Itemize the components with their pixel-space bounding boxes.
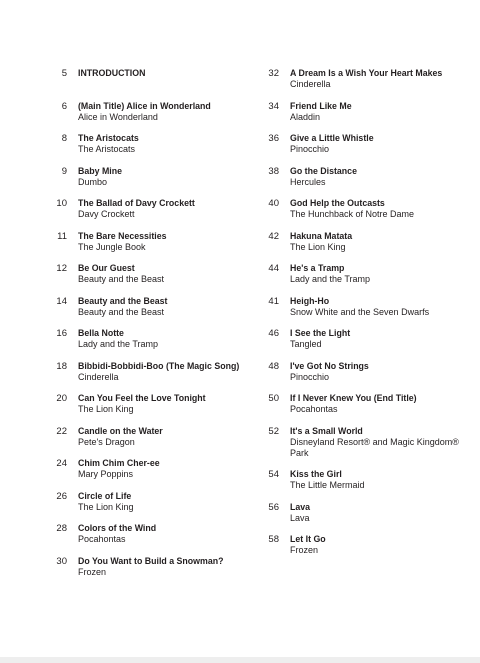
song-title: It's a Small World (290, 425, 363, 436)
song-title: Hakuna Matata (290, 230, 353, 241)
toc-entry[interactable] (40, 166, 245, 199)
toc-page-number: 41 (268, 295, 279, 307)
toc-entry-text (78, 263, 164, 285)
film-title: Pinocchio (290, 144, 330, 154)
song-title: Colors of the Wind (78, 523, 157, 533)
film-title: The Little Mermaid (290, 480, 365, 490)
film-title: Pocahontas (290, 404, 338, 414)
song-title: Bella Notte (78, 328, 124, 338)
song-title: He's a Tramp (290, 263, 345, 273)
toc-page-number: 18 (56, 360, 67, 372)
toc-page-number: 12 (56, 263, 67, 274)
toc-entry-text (78, 68, 145, 79)
toc-page-number: 11 (57, 230, 67, 242)
film-title: Lava (290, 512, 310, 523)
song-title: Bibbidi-Bobbidi-Boo (The Magic Song) (78, 360, 240, 371)
toc-entry[interactable] (40, 133, 245, 166)
film-title: Disneyland Resort® and Magic Kingdom® Park (290, 436, 459, 458)
toc-entry-text (290, 263, 370, 285)
song-title: Heigh-Ho (290, 295, 330, 306)
film-title: Lady and the Tramp (78, 339, 159, 349)
toc-entry-text (78, 296, 167, 318)
toc-entry[interactable] (252, 328, 477, 350)
toc-page-number: 48 (268, 360, 279, 372)
film-title: Pinocchio (290, 371, 330, 382)
toc-entry-text (290, 361, 369, 383)
toc-page-number: 50 (268, 393, 279, 404)
toc-entry[interactable] (252, 166, 477, 188)
toc-page-number: 20 (56, 393, 67, 404)
toc-page-number: 16 (56, 328, 67, 339)
film-title: Hercules (290, 176, 326, 187)
toc-entry[interactable] (40, 328, 245, 361)
page-bottom-edge (0, 657, 480, 663)
toc-entry[interactable] (40, 296, 245, 329)
song-title: Do You Want to Build a Snowman? (78, 555, 224, 566)
film-title: Beauty and the Beast (78, 306, 165, 317)
film-title: Pete's Dragon (78, 436, 135, 447)
song-title: I See the Light (290, 328, 351, 338)
toc-entry[interactable] (252, 263, 477, 285)
film-title: Beauty and the Beast (78, 274, 165, 284)
toc-entry[interactable] (40, 68, 245, 101)
toc-page-number: 24 (56, 458, 67, 469)
toc-entry-text (290, 231, 352, 253)
film-title: The Jungle Book (78, 241, 146, 252)
toc-entry-text (78, 458, 160, 480)
song-title: Candle on the Water (78, 425, 163, 436)
film-title: Dumbo (78, 176, 108, 187)
toc-page-number: 44 (268, 263, 279, 274)
song-title: Chim Chim Cher-ee (78, 458, 160, 468)
song-title: The Aristocats (78, 133, 139, 143)
toc-page-number: 40 (268, 198, 279, 209)
toc-entry[interactable] (252, 133, 477, 155)
toc-entry[interactable] (252, 101, 477, 123)
toc-entry[interactable] (40, 458, 245, 491)
toc-entry-text (78, 426, 163, 448)
toc-page-number: 32 (268, 68, 279, 79)
toc-entry-text (290, 166, 357, 188)
song-title: Give a Little Whistle (290, 133, 374, 143)
toc-entry-text (78, 491, 134, 513)
song-title: (Main Title) Alice in Wonderland (78, 100, 211, 111)
toc-entry-text (78, 328, 158, 350)
toc-entry-text (78, 556, 223, 578)
film-title: Pocahontas (78, 534, 126, 544)
toc-entry[interactable] (252, 231, 477, 253)
toc-entry[interactable] (40, 101, 245, 134)
toc-entry-text (290, 68, 442, 90)
toc-page-number: 28 (56, 523, 67, 534)
toc-entry[interactable] (252, 296, 477, 318)
film-title: Davy Crockett (78, 209, 135, 219)
song-title: Kiss the Girl (290, 469, 342, 479)
toc-page-number: 54 (268, 469, 279, 480)
toc-page-number: 22 (56, 425, 67, 437)
toc-entry-text (290, 101, 352, 123)
song-title: Baby Mine (78, 165, 122, 176)
film-title: The Lion King (78, 404, 134, 414)
toc-entry[interactable] (252, 361, 477, 383)
toc-entry[interactable] (252, 534, 477, 556)
toc-page-number: 26 (56, 490, 67, 502)
song-title: If I Never Knew You (End Title) (290, 393, 417, 403)
toc-page-number: 10 (56, 198, 67, 209)
film-title: Mary Poppins (78, 469, 134, 479)
song-title: Go the Distance (290, 165, 357, 176)
song-title: Can You Feel the Love Tonight (78, 393, 206, 403)
song-title: I've Got No Strings (290, 360, 369, 371)
toc-entry[interactable] (40, 361, 245, 394)
film-title: The Lion King (78, 501, 134, 512)
toc-entry-text (78, 166, 122, 188)
film-title: The Hunchback of Notre Dame (290, 209, 415, 219)
toc-right-column (252, 68, 477, 567)
song-title: Beauty and the Beast (78, 295, 168, 306)
song-title: INTRODUCTION (78, 68, 146, 78)
song-title: Lava (290, 501, 311, 512)
toc-entry-text (290, 328, 350, 350)
toc-page-number: 30 (56, 555, 67, 567)
song-title: Circle of Life (78, 490, 132, 501)
toc-entry-text (290, 469, 365, 491)
toc-entry-text (78, 101, 211, 123)
song-title: The Bare Necessities (78, 230, 167, 241)
film-title: Lady and the Tramp (290, 274, 371, 284)
film-title: Frozen (290, 545, 319, 555)
toc-entry[interactable] (252, 426, 477, 459)
toc-entry[interactable] (252, 68, 477, 90)
toc-left-column (40, 68, 245, 588)
song-title: Be Our Guest (78, 263, 135, 273)
film-title: Snow White and the Seven Dwarfs (290, 306, 430, 317)
film-title: Cinderella (290, 79, 331, 89)
toc-entry[interactable] (40, 231, 245, 264)
toc-entry-text (290, 426, 477, 459)
toc-entry-text (290, 133, 374, 155)
toc-page-number: 42 (268, 230, 279, 242)
toc-entry-text (78, 198, 195, 220)
toc-page-number: 5 (61, 68, 67, 79)
toc-page-number: 9 (61, 165, 67, 177)
song-title: A Dream Is a Wish Your Heart Makes (290, 68, 443, 78)
toc-page-number: 6 (61, 100, 67, 112)
toc-entry-text (290, 393, 417, 415)
toc-entry[interactable] (40, 393, 245, 426)
toc-entry[interactable] (40, 263, 245, 296)
toc-entry-text (290, 296, 429, 318)
toc-page-number: 46 (268, 328, 279, 339)
toc-entry-text (290, 502, 310, 524)
toc-entry[interactable] (40, 426, 245, 459)
film-title: Tangled (290, 339, 322, 349)
toc-entry[interactable] (40, 523, 245, 556)
film-title: The Aristocats (78, 144, 136, 154)
toc-page-number: 38 (268, 165, 279, 177)
song-title: The Ballad of Davy Crockett (78, 198, 195, 208)
film-title: The Lion King (290, 241, 346, 252)
toc-entry[interactable] (252, 469, 477, 491)
toc-page-number: 36 (268, 133, 279, 144)
song-title: Friend Like Me (290, 100, 352, 111)
toc-page-number: 8 (61, 133, 67, 144)
toc-page-number: 34 (268, 100, 279, 112)
toc-entry[interactable] (40, 491, 245, 524)
toc-entry[interactable] (252, 502, 477, 524)
toc-entry-text (78, 361, 239, 383)
toc-entry[interactable] (40, 198, 245, 231)
film-title: Alice in Wonderland (78, 111, 158, 122)
toc-entry[interactable] (40, 556, 245, 589)
toc-entry-text (78, 231, 167, 253)
toc-page-number: 58 (268, 534, 279, 545)
toc-page-number: 52 (268, 425, 279, 437)
song-title: God Help the Outcasts (290, 198, 385, 208)
toc-entry-text (78, 523, 156, 545)
toc-entry-text (78, 393, 206, 415)
toc-entry[interactable] (252, 393, 477, 415)
toc-entry-text (290, 198, 414, 220)
toc-entry[interactable] (252, 198, 477, 220)
film-title: Cinderella (78, 371, 119, 382)
film-title: Aladdin (290, 111, 321, 122)
toc-page-number: 14 (56, 295, 67, 307)
toc-entry-text (78, 133, 139, 155)
toc-entry-text (290, 534, 326, 556)
song-title: Let It Go (290, 534, 326, 544)
toc-page-number: 56 (268, 501, 279, 513)
film-title: Frozen (78, 566, 107, 577)
